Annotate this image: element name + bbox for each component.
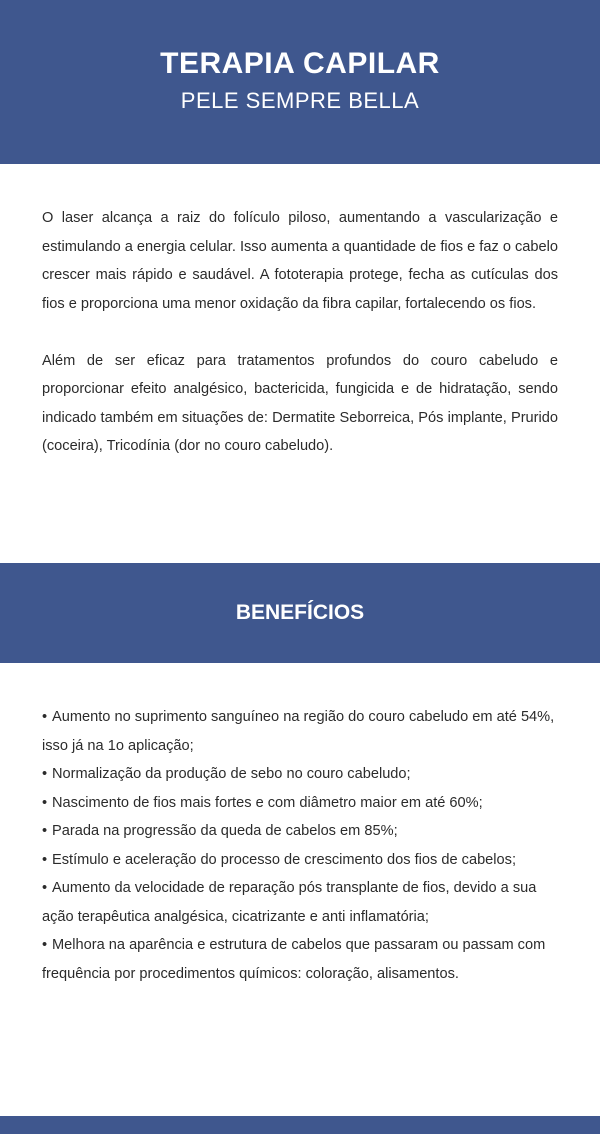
intro-paragraph: O laser alcança a raiz do folículo piloso, aumentando a vascularização e estimulando a energia celular. Isso aumenta a quantidade de fios e faz o cabelo crescer mais rápido e saudável. A fototerapia protege, fecha as cutículas dos fios e proporciona uma menor oxidação da fibra capilar, fortalecendo os fios. xyxy=(42,210,558,312)
page-subtitle: PELE SEMPRE BELLA xyxy=(180,88,420,113)
list-item xyxy=(42,846,558,875)
benefits-band xyxy=(0,563,600,663)
list-item xyxy=(42,789,558,818)
list-item xyxy=(42,931,558,988)
bullet-icon: • xyxy=(42,851,48,868)
list-item-text: Melhora na aparência e estrutura de cabelos que passaram ou passam com frequência por procedimentos químicos: coloração, alisamentos. xyxy=(42,937,546,982)
page-title: TERAPIA CAPILAR xyxy=(160,47,440,80)
header-band xyxy=(0,0,600,164)
intro-paragraph: Além de ser eficaz para tratamentos profundos do couro cabeludo e proporcionar efeito analgésico, bactericida, fungicida e de hidratação, sendo indicado também em situações de: Dermatite Seborreica, Pós implante, Prurido (coceira), Tricodínia (dor no couro cabeludo). xyxy=(42,352,558,454)
list-item-text: Normalização da produção de sebo no couro cabeludo; xyxy=(52,766,411,782)
list-item-text: Nascimento de fios mais fortes e com diâmetro maior em até 60%; xyxy=(52,794,483,811)
bullet-icon: • xyxy=(42,823,48,839)
bullet-icon: • xyxy=(42,937,48,953)
benefits-list xyxy=(42,703,558,988)
intro-text xyxy=(42,204,558,489)
bullet-icon: • xyxy=(42,709,48,725)
footer-band xyxy=(0,1116,600,1134)
list-item xyxy=(42,817,558,846)
bullet-icon: • xyxy=(42,880,48,896)
list-item-text: Estímulo e aceleração do processo de crescimento dos fios de cabelos; xyxy=(52,851,517,868)
bullet-icon: • xyxy=(42,766,48,782)
list-item-text: Aumento no suprimento sanguíneo na região do couro cabeludo em até 54%, isso já na 1o aplicação; xyxy=(42,709,555,754)
list-item xyxy=(42,760,558,789)
bullet-icon: • xyxy=(42,794,48,811)
list-item-text: Parada na progressão da queda de cabelos em 85%; xyxy=(52,823,398,839)
benefits-title: BENEFÍCIOS xyxy=(235,601,365,624)
list-item xyxy=(42,874,558,931)
list-item-text: Aumento da velocidade de reparação pós transplante de fios, devido a sua ação terapêutica analgésica, cicatrizante e anti inflamatória; xyxy=(42,880,537,925)
list-item xyxy=(42,703,558,760)
